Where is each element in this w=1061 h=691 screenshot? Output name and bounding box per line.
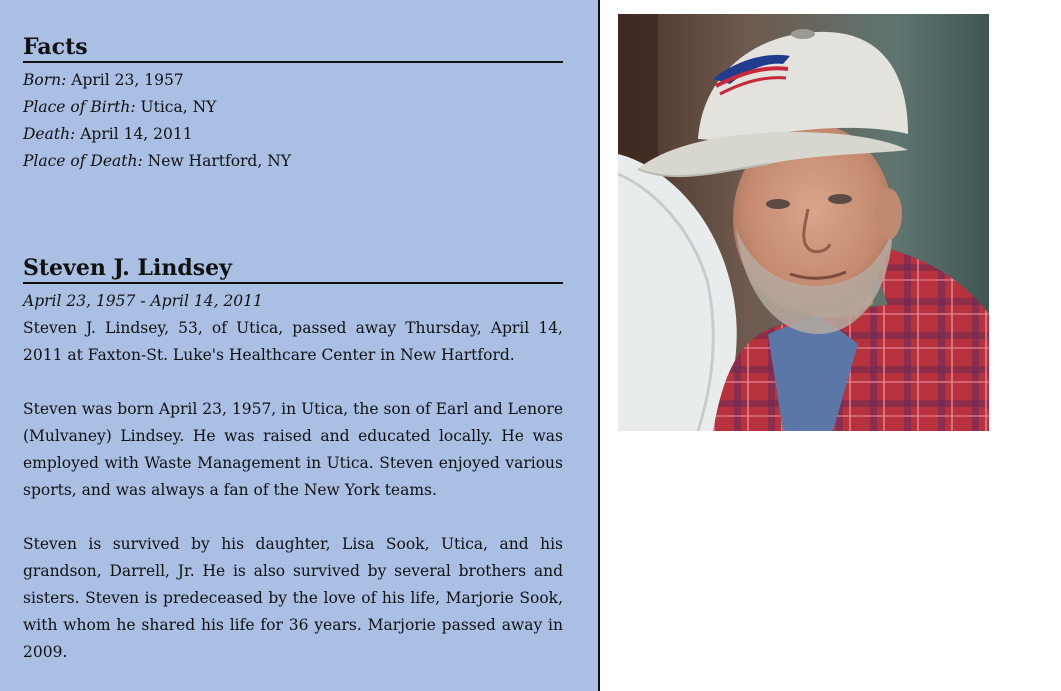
fact-value: April 14, 2011: [80, 125, 193, 143]
fact-label: Place of Death:: [23, 152, 143, 170]
life-dates: April 23, 1957 - April 14, 2011: [23, 292, 263, 310]
fact-value: April 23, 1957: [71, 71, 184, 89]
portrait-photo: [618, 14, 989, 431]
fact-value: New Hartford, NY: [147, 152, 291, 170]
fact-death: [23, 121, 563, 148]
fact-born: [23, 67, 563, 94]
obituary-paragraph: Steven J. Lindsey, 53, of Utica, passed away Thursday, April 14, 2011 at Faxton-St. Luke's Healthcare Center in New Hartford.: [23, 319, 563, 364]
facts-section: [23, 34, 563, 175]
fact-value: Utica, NY: [140, 98, 217, 116]
fact-place-of-birth: [23, 94, 563, 121]
obituary-section: [23, 255, 563, 691]
obituary-name-heading: Steven J. Lindsey: [23, 255, 563, 284]
portrait-illustration: [618, 14, 989, 431]
fact-label: Born:: [23, 71, 67, 89]
fact-label: Death:: [23, 125, 76, 143]
obituary-paragraph: Steven is survived by his daughter, Lisa Sook, Utica, and his grandson, Darrell, Jr. He is also survived by several brothers and sisters. Steven is predeceased by the love of his life, Marjorie Sook, with whom he shared his life for 36 years. Marjorie passed away in 2009.: [23, 535, 563, 661]
obituary-paragraph: Steven was born April 23, 1957, in Utica, the son of Earl and Lenore (Mulvaney) Lindsey. He was raised and educated locally. He was employed with Waste Management in Utica. Steven enjoyed various sports, and was always a fan of the New York teams.: [23, 400, 563, 499]
fact-label: Place of Birth:: [23, 98, 136, 116]
fact-place-of-death: [23, 148, 563, 175]
facts-heading: Facts: [23, 34, 563, 63]
